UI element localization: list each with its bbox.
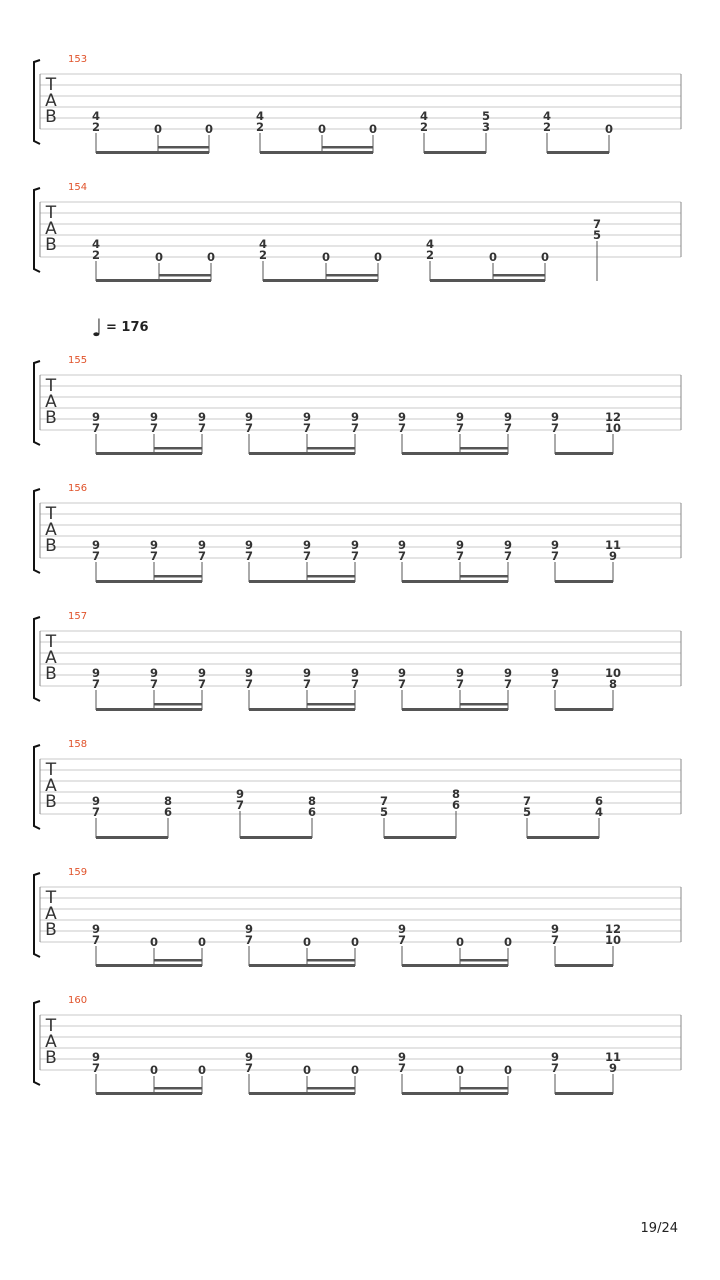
- tab-letter: T: [45, 888, 57, 908]
- tab-letter: B: [45, 792, 57, 812]
- fret-number: 9: [91, 666, 101, 680]
- fret-number: 0: [540, 250, 550, 264]
- note-beam: [555, 964, 613, 967]
- fret-number: 0: [604, 122, 614, 136]
- fret-number: 7: [550, 677, 560, 691]
- tab-letter: A: [45, 392, 57, 412]
- fret-number: 9: [235, 787, 245, 801]
- fret-number: 9: [397, 1050, 407, 1064]
- fret-number: 11: [604, 538, 622, 552]
- fret-number: 0: [204, 122, 214, 136]
- note-beam-secondary: [159, 274, 211, 277]
- fret-number: 7: [197, 421, 207, 435]
- fret-number: 9: [608, 1061, 618, 1075]
- fret-number: 7: [197, 549, 207, 563]
- fret-number: 9: [550, 1050, 560, 1064]
- tab-letter: T: [45, 75, 57, 95]
- system-bracket: [34, 60, 40, 144]
- tab-letter: T: [45, 632, 57, 652]
- fret-number: 7: [592, 217, 602, 231]
- fret-number: 7: [244, 1061, 254, 1075]
- fret-number: 7: [397, 933, 407, 947]
- fret-number: 7: [91, 1061, 101, 1075]
- tempo-text: = 176: [106, 320, 149, 335]
- measure-number: 153: [68, 54, 88, 65]
- fret-number: 0: [153, 122, 163, 136]
- fret-number: 6: [307, 805, 317, 819]
- note-beam: [555, 580, 613, 583]
- measure-number: 158: [68, 739, 88, 750]
- fret-number: 7: [91, 805, 101, 819]
- fret-number: 9: [244, 922, 254, 936]
- fret-number: 5: [379, 805, 389, 819]
- fret-number: 2: [91, 248, 101, 262]
- fret-number: 0: [317, 122, 327, 136]
- fret-number: 7: [235, 798, 245, 812]
- note-beam: [96, 964, 202, 967]
- fret-number: 7: [149, 677, 159, 691]
- tab-letter: A: [45, 776, 57, 796]
- fret-number: 7: [302, 677, 312, 691]
- tab-letter: T: [45, 1016, 57, 1036]
- measure-number: 156: [68, 483, 88, 494]
- fret-number: 9: [455, 538, 465, 552]
- fret-number: 9: [302, 538, 312, 552]
- fret-number: 7: [350, 677, 360, 691]
- page-number: 19/24: [640, 1221, 678, 1236]
- note-beam-secondary: [154, 575, 202, 578]
- fret-number: 0: [197, 935, 207, 949]
- fret-number: 9: [550, 410, 560, 424]
- fret-number: 5: [481, 109, 491, 123]
- fret-number: 3: [481, 120, 491, 134]
- note-beam-secondary: [307, 447, 355, 450]
- system-bracket: [34, 489, 40, 573]
- fret-number: 7: [244, 421, 254, 435]
- fret-number: 2: [425, 248, 435, 262]
- fret-number: 0: [368, 122, 378, 136]
- tab-letter: A: [45, 1032, 57, 1052]
- fret-number: 0: [503, 1063, 513, 1077]
- fret-number: 9: [149, 410, 159, 424]
- fret-number: 0: [321, 250, 331, 264]
- measure-number: 155: [68, 355, 88, 366]
- fret-number: 7: [350, 549, 360, 563]
- tab-letter: A: [45, 520, 57, 540]
- note-beam-secondary: [158, 146, 209, 149]
- fret-number: 4: [419, 109, 429, 123]
- note-beam-secondary: [307, 959, 355, 962]
- note-beam-secondary: [307, 575, 355, 578]
- fret-number: 9: [550, 538, 560, 552]
- fret-number: 2: [255, 120, 265, 134]
- fret-number: 9: [350, 538, 360, 552]
- tab-letter: B: [45, 1048, 57, 1068]
- fret-number: 9: [244, 538, 254, 552]
- note-beam: [555, 708, 613, 711]
- fret-number: 0: [206, 250, 216, 264]
- tab-letter: A: [45, 904, 57, 924]
- fret-number: 6: [163, 805, 173, 819]
- note-beam: [547, 151, 609, 154]
- fret-number: 9: [91, 1050, 101, 1064]
- note-beam: [96, 836, 168, 839]
- fret-number: 7: [503, 421, 513, 435]
- system-bracket: [34, 617, 40, 701]
- fret-number: 9: [503, 410, 513, 424]
- fret-number: 2: [419, 120, 429, 134]
- fret-number: 9: [397, 666, 407, 680]
- fret-number: 0: [488, 250, 498, 264]
- note-beam: [555, 452, 613, 455]
- tab-letter: A: [45, 91, 57, 111]
- fret-number: 7: [244, 549, 254, 563]
- note-beam: [96, 708, 202, 711]
- fret-number: 8: [608, 677, 618, 691]
- fret-number: 7: [302, 421, 312, 435]
- fret-number: 0: [373, 250, 383, 264]
- fret-number: 10: [604, 666, 622, 680]
- fret-number: 4: [542, 109, 552, 123]
- measure-number: 157: [68, 611, 88, 622]
- fret-number: 4: [425, 237, 435, 251]
- fret-number: 9: [91, 538, 101, 552]
- note-beam: [402, 580, 508, 583]
- note-beam: [402, 708, 508, 711]
- fret-number: 6: [594, 794, 604, 808]
- fret-number: 7: [550, 421, 560, 435]
- measure-number: 159: [68, 867, 88, 878]
- fret-number: 7: [302, 549, 312, 563]
- note-beam-secondary: [493, 274, 545, 277]
- note-beam: [402, 964, 508, 967]
- fret-number: 9: [91, 794, 101, 808]
- fret-number: 9: [350, 666, 360, 680]
- fret-number: 2: [91, 120, 101, 134]
- note-beam: [260, 151, 373, 154]
- fret-number: 7: [455, 677, 465, 691]
- fret-number: 0: [154, 250, 164, 264]
- tab-letter: B: [45, 408, 57, 428]
- fret-number: 7: [149, 421, 159, 435]
- fret-number: 7: [522, 794, 532, 808]
- fret-number: 7: [397, 1061, 407, 1075]
- tab-letter: B: [45, 664, 57, 684]
- note-beam: [249, 964, 355, 967]
- fret-number: 9: [244, 1050, 254, 1064]
- fret-number: 12: [604, 410, 622, 424]
- fret-number: 4: [91, 109, 101, 123]
- fret-number: 7: [379, 794, 389, 808]
- fret-number: 8: [451, 787, 461, 801]
- fret-number: 9: [149, 538, 159, 552]
- note-beam: [430, 279, 545, 282]
- fret-number: 0: [503, 935, 513, 949]
- fret-number: 2: [542, 120, 552, 134]
- system-bracket: [34, 361, 40, 445]
- note-beam-secondary: [154, 1087, 202, 1090]
- tab-letter: B: [45, 107, 57, 127]
- system-bracket: [34, 745, 40, 829]
- fret-number: 9: [350, 410, 360, 424]
- fret-number: 7: [244, 677, 254, 691]
- note-beam: [249, 1092, 355, 1095]
- note-beam: [96, 580, 202, 583]
- fret-number: 10: [604, 933, 622, 947]
- tab-letter: B: [45, 920, 57, 940]
- fret-number: 7: [197, 677, 207, 691]
- fret-number: 7: [550, 933, 560, 947]
- fret-number: 7: [550, 549, 560, 563]
- fret-number: 7: [397, 549, 407, 563]
- fret-number: 11: [604, 1050, 622, 1064]
- fret-number: 0: [455, 935, 465, 949]
- fret-number: 0: [197, 1063, 207, 1077]
- tab-letter: T: [45, 760, 57, 780]
- tab-letter: T: [45, 203, 57, 223]
- note-beam: [249, 452, 355, 455]
- note-beam-secondary: [154, 703, 202, 706]
- fret-number: 9: [302, 410, 312, 424]
- fret-number: 7: [397, 677, 407, 691]
- fret-number: 5: [522, 805, 532, 819]
- tab-letter: A: [45, 648, 57, 668]
- note-beam: [555, 1092, 613, 1095]
- fret-number: 7: [91, 677, 101, 691]
- fret-number: 0: [455, 1063, 465, 1077]
- note-beam-secondary: [307, 703, 355, 706]
- fret-number: 7: [397, 421, 407, 435]
- fret-number: 8: [307, 794, 317, 808]
- fret-number: 7: [455, 421, 465, 435]
- note-beam: [240, 836, 312, 839]
- fret-number: 9: [397, 922, 407, 936]
- note-beam: [402, 1092, 508, 1095]
- tab-letter: A: [45, 219, 57, 239]
- tab-letter: T: [45, 376, 57, 396]
- fret-number: 4: [91, 237, 101, 251]
- fret-number: 9: [550, 922, 560, 936]
- fret-number: 7: [503, 549, 513, 563]
- system-bracket: [34, 188, 40, 272]
- fret-number: 7: [91, 933, 101, 947]
- note-beam: [96, 151, 209, 154]
- note-beam-secondary: [460, 1087, 508, 1090]
- fret-number: 7: [91, 549, 101, 563]
- fret-number: 4: [255, 109, 265, 123]
- fret-number: 9: [197, 410, 207, 424]
- tab-letter: B: [45, 536, 57, 556]
- fret-number: 9: [397, 410, 407, 424]
- note-beam: [96, 452, 202, 455]
- note-beam: [249, 580, 355, 583]
- fret-number: 7: [91, 421, 101, 435]
- fret-number: 9: [91, 922, 101, 936]
- fret-number: 4: [594, 805, 604, 819]
- fret-number: 9: [197, 666, 207, 680]
- fret-number: 9: [608, 549, 618, 563]
- note-beam-secondary: [460, 575, 508, 578]
- fret-number: 0: [149, 1063, 159, 1077]
- fret-number: 9: [455, 666, 465, 680]
- tempo-note-icon: ♩: [91, 314, 103, 342]
- fret-number: 7: [149, 549, 159, 563]
- fret-number: 7: [503, 677, 513, 691]
- note-beam: [384, 836, 456, 839]
- note-beam: [424, 151, 486, 154]
- fret-number: 7: [350, 421, 360, 435]
- fret-number: 12: [604, 922, 622, 936]
- note-beam: [263, 279, 378, 282]
- note-beam: [527, 836, 599, 839]
- fret-number: 9: [455, 410, 465, 424]
- note-beam-secondary: [322, 146, 373, 149]
- fret-number: 9: [302, 666, 312, 680]
- fret-number: 9: [244, 410, 254, 424]
- fret-number: 9: [197, 538, 207, 552]
- fret-number: 9: [244, 666, 254, 680]
- fret-number: 6: [451, 798, 461, 812]
- fret-number: 9: [503, 538, 513, 552]
- fret-number: 7: [455, 549, 465, 563]
- note-beam-secondary: [460, 447, 508, 450]
- note-beam: [402, 452, 508, 455]
- fret-number: 9: [550, 666, 560, 680]
- note-beam: [96, 1092, 202, 1095]
- fret-number: 9: [91, 410, 101, 424]
- fret-number: 0: [302, 1063, 312, 1077]
- note-beam-secondary: [460, 703, 508, 706]
- fret-number: 10: [604, 421, 622, 435]
- tab-letter: T: [45, 504, 57, 524]
- measure-number: 154: [68, 182, 88, 193]
- fret-number: 7: [244, 933, 254, 947]
- fret-number: 4: [258, 237, 268, 251]
- note-beam-secondary: [326, 274, 378, 277]
- fret-number: 9: [149, 666, 159, 680]
- note-beam-secondary: [307, 1087, 355, 1090]
- fret-number: 5: [592, 228, 602, 242]
- note-beam-secondary: [154, 447, 202, 450]
- fret-number: 0: [302, 935, 312, 949]
- tab-letter: B: [45, 235, 57, 255]
- measure-number: 160: [68, 995, 88, 1006]
- fret-number: 9: [503, 666, 513, 680]
- note-beam-secondary: [460, 959, 508, 962]
- fret-number: 0: [350, 1063, 360, 1077]
- fret-number: 7: [550, 1061, 560, 1075]
- note-beam: [249, 708, 355, 711]
- fret-number: 9: [397, 538, 407, 552]
- system-bracket: [34, 1001, 40, 1085]
- system-bracket: [34, 873, 40, 957]
- note-beam-secondary: [154, 959, 202, 962]
- fret-number: 2: [258, 248, 268, 262]
- fret-number: 8: [163, 794, 173, 808]
- note-beam: [96, 279, 211, 282]
- fret-number: 0: [149, 935, 159, 949]
- fret-number: 0: [350, 935, 360, 949]
